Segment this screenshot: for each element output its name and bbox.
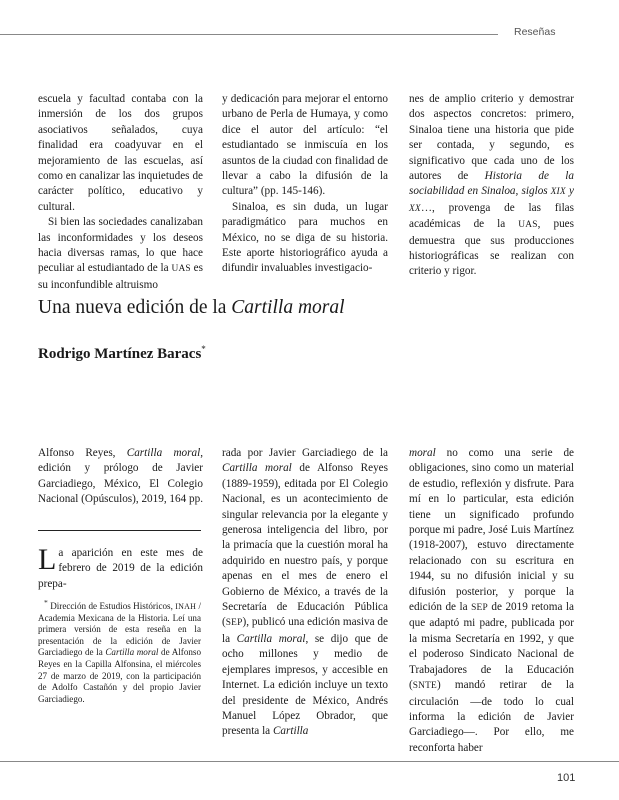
paragraph: y dedicación para mejorar el entorno urbano de Perla de Humaya, y como dice el autor del artículo: “el estudiantado se inmiscuía en los asuntos de la ciudad con finalidad de llevar a cabo la difusión de la cultura” (pp. 145-146).: [222, 93, 388, 198]
paragraph: Si bien las sociedades canalizaban las inconformidades y los deseos hacia diversas ramas, lo que hace peculiar al estudiantado de la UAS es su inconfundible altruismo: [38, 216, 204, 291]
body-column-1: La aparición en este mes de febrero de 2019 de la edición prepa-: [38, 543, 203, 590]
page-number: 101: [557, 772, 576, 784]
article-author: Rodrigo Martínez Baracs*: [38, 344, 206, 362]
body-column-3: moral no como una serie de obligaciones, sino como un material de estudio, reflexión y disfrute. Para mí en lo particular, esta edición tiene un significado profundo porque mi padre, José Luis Martínez (1918-2007), estuvo directamente relacionado con su escritura en 1944, su no difusión inicial y su difusión posterior, y porque la edición de la SEP de 2019 retoma la que adaptó mi padre, publicada por la misma Secretaría en 1992, y que el poderoso Sindicato Nacional de Trabajadores de la Educación (SNTE) mandó retirar de la circulación —de todo lo cual informa la edición de Javier Garciadiego—. Por ello, me reconforta haber: [409, 447, 574, 754]
header-rule: [0, 34, 498, 35]
reference-rule: [38, 530, 201, 531]
drop-cap: L: [38, 543, 57, 576]
section-header: Reseñas: [514, 26, 556, 38]
top-column-3: [409, 92, 574, 280]
body-column-2: rada por Javier Garciadiego de la Cartilla moral de Alfonso Reyes (1889-1959), editada por El Colegio Nacional, es un acontecimiento de singular relevancia por la elegante y generosa inteligencia del libro, por la primacía que la cuestión moral ha adquirido en nuestro país, y porque apenas en el mes de enero el Gobierno de México, a través de la Secretaría de Educación Pública (SEP), publicó una edición masiva de la Cartilla moral, se dijo que de ocho millones y medio de ejemplares impresos, y accesible en Internet. La edición incluye un texto del presidente de México, Andrés Manuel López Obrador, que presenta la Cartilla: [222, 447, 389, 738]
footnote: * Dirección de Estudios Históricos, INAH / Academia Mexicana de la Historia. Leí una primera versión de esta reseña en la presentación de la edición de Javier Garciadiego de la Cartilla moral de Alfonso Reyes en la Capilla Alfonsina, el miércoles 27 de marzo de 2019, con la participación de Adolfo Castañón y del propio Javier Garciadiego.: [38, 598, 201, 704]
top-column-2: [222, 92, 388, 277]
article-title: Una nueva edición de la Cartilla moral: [38, 297, 345, 318]
paragraph: Sinaloa, es sin duda, un lugar paradigmático para muchos en México, no se diga de su historia. Este aporte historiográfico ayuda a difundir invaluables investigacio-: [222, 200, 388, 275]
top-column-1: [38, 92, 203, 293]
footer-rule: [0, 761, 619, 762]
book-reference: Alfonso Reyes, Cartilla moral, edición y prólogo de Javier Garciadiego, México, El Colegio Nacional (Opúsculos), 2019, 164 pp.: [38, 447, 203, 506]
paragraph: escuela y facultad contaba con la inmersión de los dos grupos asociativos señalados, cuya finalidad era coadyuvar en el mejoramiento de las escuelas, así como en canalizar las inquietudes de carácter político, educativo y cultural.: [38, 93, 203, 213]
paragraph: nes de amplio criterio y demostrar dos aspectos concretos: primero, Sinaloa tiene una historia que pide ser contada, y segundo, es significativo que cada uno de los autores de Historia de la sociabilidad en Sinaloa, siglos XIX y XX…, provenga de las filas académicas de la UAS, pues demuestra que sus producciones historiográficas se realizan con criterio y rigor.: [409, 93, 575, 278]
